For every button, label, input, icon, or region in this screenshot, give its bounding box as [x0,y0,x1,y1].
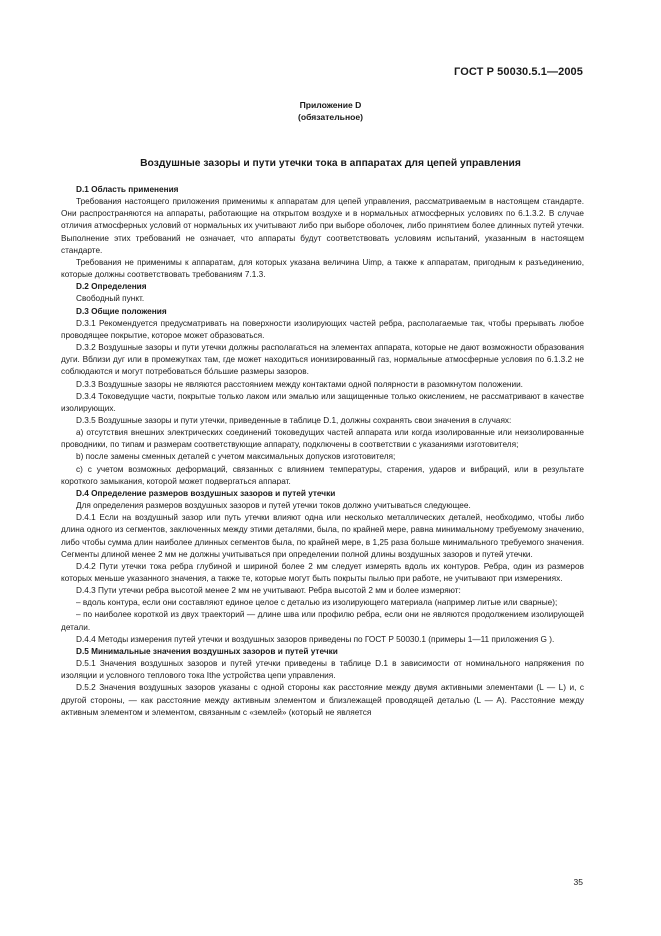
paragraph: Для определения размеров воздушных зазоров и путей утечки токов должно учитываться следующее. [76,501,471,511]
section-heading: D.4 Определение размеров воздушных зазоров и путей утечки [76,488,336,498]
paragraph: Требования не применимы к аппаратам, для которых указана величина Uimp, а также к аппаратам, пригодным к разъединению, которые должны соответствовать требованиям 7.1.3. [61,257,584,280]
clause: D.3.2 Воздушные зазоры и пути утечки должны располагаться на элементах аппарата, которые не дают возможности образования дуги. Вблизи дуг или в промежутках там, где может находиться ионизированный газ, нормальные атмосферные условия по 6.1.3.2 не соблюдаются и могут потребоваться бо́льшие размеры зазоров. [61,343,584,377]
document-body [61,184,584,719]
section-heading: D.3 Общие положения [76,306,167,316]
list-item: b) после замены сменных деталей с учетом максимальных допусков изготовителя; [76,452,396,462]
clause: D.5.1 Значения воздушных зазоров и путей утечки приведены в таблице D.1 в зависимости от номинального напряжения по изоляции и условного теплового тока Ithe устройства цепи управления. [61,659,584,681]
section-heading: D.2 Определения [76,282,147,292]
clause: D.4.3 Пути утечки ребра высотой менее 2 мм не учитывают. Ребра высотой 2 мм и более измеряют: [76,586,461,596]
list-item: – вдоль контура, если они составляют единое целое с деталью из изолирующего материала (например литые или сварные); [76,598,558,608]
section-heading: D.1 Область применения [76,185,179,194]
list-item: с) с учетом возможных деформаций, связанных с влиянием температуры, старения, ударов и вибраций, или в результате короткого замыкания, которой может подвергаться аппарат. [61,464,584,486]
clause: D.3.1 Рекомендуется предусматривать на поверхности изолирующих частей ребра, располагаемые так, чтобы прерывать любое проводящее покрытие, которое может образоваться. [61,318,584,340]
clause: D.5.2 Значения воздушных зазоров указаны с одной стороны как расстояние между двумя активными элементами (L — L) и, с другой стороны, — как расстояние между активным элементом и близлежащей проводящей деталью (L — A). Расстояние между активным элементом и элементом, связанным с «землей» (который не является [61,683,584,717]
clause: D.3.3 Воздушные зазоры не являются расстоянием между контактами одной полярности в разомкнутом положении. [76,379,523,389]
list-item: – по наиболее короткой из двух траекторий — длине шва или профилю ребра, если они не являются продолжением изолирующей детали. [61,610,584,632]
clause: D.4.2 Пути утечки тока ребра глубиной и шириной более 2 мм следует измерять вдоль их контуров. Ребра, один из размеров которых меньше указанного значения, а также те, которые могут быть покрыты пылью при работе, не учитывают при измерениях. [61,561,584,583]
appendix-main-title: Воздушные зазоры и пути утечки тока в аппаратах для цепей управления [140,158,521,169]
section-heading: D.5 Минимальные значения воздушных зазоров и путей утечки [76,646,338,656]
clause: D.3.4 Токоведущие части, покрытые только лаком или эмалью или защищенные только окислением, не рассматривают в качестве изолирующих. [61,391,584,413]
page-number: 35 [573,877,583,887]
clause: D.3.5 Воздушные зазоры и пути утечки, приведенные в таблице D.1, должны сохранять свои значения в случаях: [76,415,512,425]
list-item: а) отсутствия внешних электрических соединений токоведущих частей аппарата или когда изолированные или неизолированные проводники, по типам и размерам соответствующие аппарату, подключены в соответствии с указаниями изготовителя; [61,428,584,450]
paragraph: Требования настоящего приложения применимы к аппаратам для цепей управления, рассматриваемым в настоящем стандарте. Они распространяются на аппараты, работающие на открытом воздухе и в нормальных атмосферных условиях по 6.1.3.2. В случае отличия атмосферных условий от нормальных их учитывают либо при выборе оболочек, либо принятием более длинных путей утечки. Выполнение этих требований не означает, что аппараты будут соответствовать условиям испытаний, указанным в настоящем стандарте. [61,197,584,255]
paragraph: Свободный пункт. [76,294,145,304]
clause: D.4.1 Если на воздушный зазор или путь утечки влияют одна или несколько металлических деталей, необходимо, чтобы либо длина одного из сегментов, заключенных между этими деталями, была, по крайней мере, равна минимальному требуемому значению, либо чтобы сумма длин наиболее длинных сегментов была, по крайней мере, в 1,25 раза больше минимального требуемого значения. Сегменты длиной менее 2 мм не должны учитываться при определении полной длины воздушных зазоров и путей утечки. [61,513,584,559]
appendix-title: Приложение D [299,100,362,110]
appendix-heading [0,99,661,123]
appendix-status: (обязательное) [297,112,364,122]
clause: D.4.4 Методы измерения путей утечки и воздушных зазоров приведены по ГОСТ Р 50030.1 (примеры 1—11 приложения G ). [76,634,555,644]
standard-code: ГОСТ Р 50030.5.1—2005 [454,66,583,78]
